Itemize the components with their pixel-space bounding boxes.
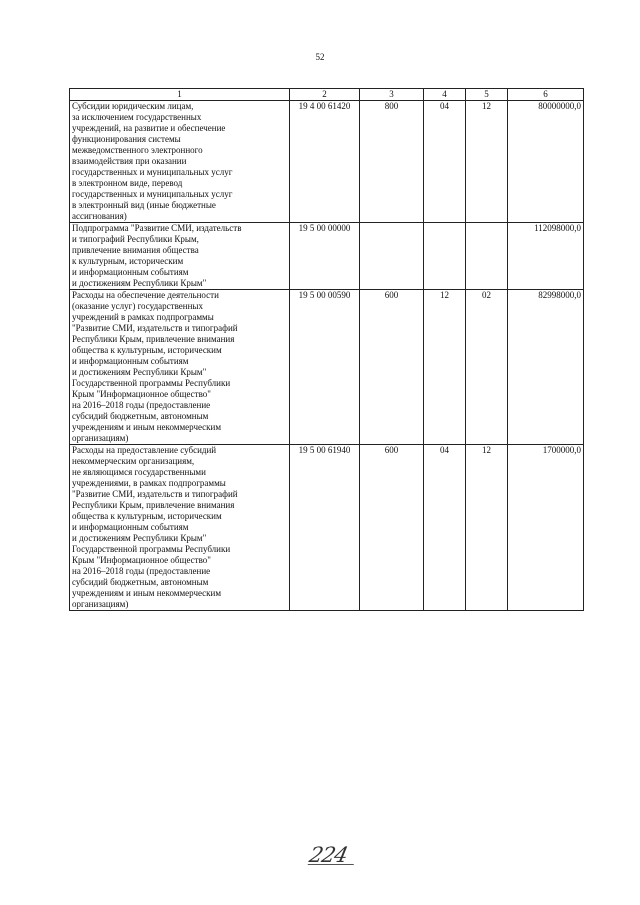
column-header: 5 xyxy=(466,89,508,101)
amount: 80000000,0 xyxy=(508,101,584,223)
table-row xyxy=(70,445,584,611)
page-number: 52 xyxy=(315,52,325,62)
target-article-code: 19 5 00 61940 xyxy=(290,445,360,611)
table-row xyxy=(70,101,584,223)
amount: 82998000,0 xyxy=(508,290,584,445)
expense-name: Подпрограмма "Развитие СМИ, издательств и типографий Республики Крым, привлечение внимания общества к культурным, историческим и информационным событиям и достижениям Республики Крым" xyxy=(70,223,290,290)
table-header-row xyxy=(70,89,584,101)
amount: 112098000,0 xyxy=(508,223,584,290)
column-header: 4 xyxy=(424,89,466,101)
expense-type-code: 600 xyxy=(360,290,424,445)
handwritten-page-stamp xyxy=(308,843,359,865)
subsection-code: 12 xyxy=(466,101,508,223)
target-article-code: 19 5 00 00000 xyxy=(290,223,360,290)
budget-table xyxy=(69,88,584,611)
expense-name: Расходы на предоставление субсидий некоммерческим организациям, не являющимся государственными учреждениями, в рамках подпрограммы "Развитие СМИ, издательств и типографий Республики Крым, привлечение внимания общества к культурным, историческим и информационным событиям и достижениям Республики Крым" Государственной программы Республики Крым "Информационное общество" на 2016–2018 годы (предоставление субсидий бюджетным, автономным учреждениям и иным некоммерческим организациям) xyxy=(70,445,290,611)
table-row xyxy=(70,290,584,445)
expense-name: Расходы на обеспечение деятельности (оказание услуг) государственных учреждений в рамках подпрограммы "Развитие СМИ, издательств и типографий Республики Крым, привлечение внимания общества к культурным, историческим и информационным событиям и достижениям Республики Крым" Государственной программы Республики Крым "Информационное общество" на 2016–2018 годы (предоставление субсидий бюджетным, автономным учреждениям и иным некоммерческим организациям) xyxy=(70,290,290,445)
expense-type-code: 600 xyxy=(360,445,424,611)
column-header: 3 xyxy=(360,89,424,101)
section-code: 04 xyxy=(424,445,466,611)
column-header: 2 xyxy=(290,89,360,101)
subsection-code: 02 xyxy=(466,290,508,445)
expense-type-code xyxy=(360,223,424,290)
subsection-code xyxy=(466,223,508,290)
target-article-code: 19 5 00 00590 xyxy=(290,290,360,445)
subsection-code: 12 xyxy=(466,445,508,611)
handwritten-stamp-text: 224 xyxy=(307,843,350,867)
expense-name: Субсидии юридическим лицам, за исключением государственных учреждений, на развитие и обеспечение функционирования системы межведомственного электронного взаимодействия при оказании государственных и муниципальных услуг в электронном виде, перевод государственных и муниципальных услуг в электронный вид (иные бюджетные ассигнования) xyxy=(70,101,290,223)
table-row xyxy=(70,223,584,290)
target-article-code: 19 4 00 61420 xyxy=(290,101,360,223)
column-header: 1 xyxy=(70,89,290,101)
column-header: 6 xyxy=(508,89,584,101)
section-code xyxy=(424,223,466,290)
expense-type-code: 800 xyxy=(360,101,424,223)
section-code: 04 xyxy=(424,101,466,223)
amount: 1700000,0 xyxy=(508,445,584,611)
section-code: 12 xyxy=(424,290,466,445)
